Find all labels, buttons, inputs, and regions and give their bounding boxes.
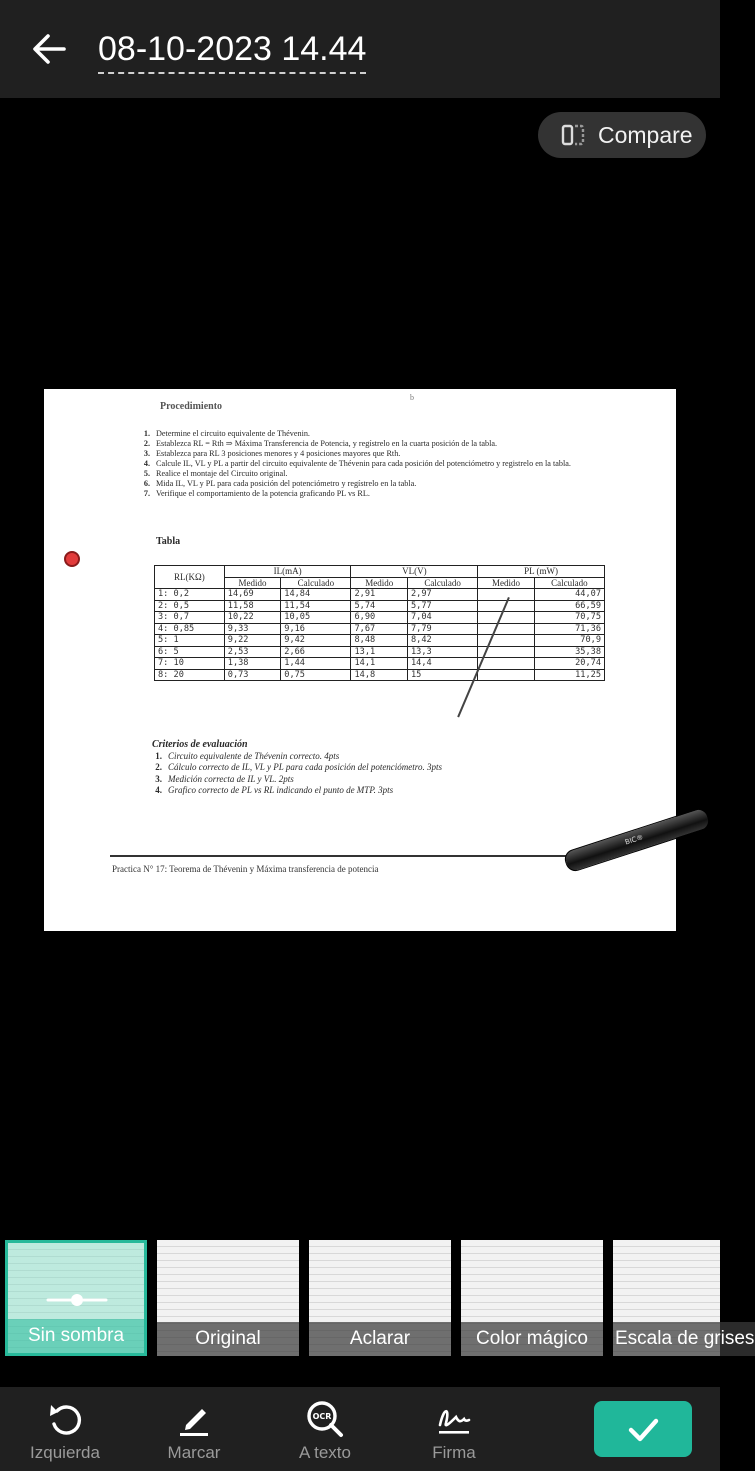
cell-il-calculado: 2,66 (281, 646, 351, 658)
row-rl: 2: 0,5 (155, 600, 225, 612)
table-row (155, 589, 605, 601)
criteria-item: 3. Medición correcta de IL y VL. 2pts (155, 773, 294, 784)
filter-label: Sin sombra (8, 1319, 144, 1353)
filter-escala-de-grises[interactable] (613, 1240, 755, 1356)
procedure-step: 5. Realice el montaje del Circuito original. (143, 469, 288, 478)
table-row (155, 658, 605, 670)
group-vl: VL(V) (351, 566, 478, 578)
scanned-document (44, 389, 676, 931)
cell-il-medido: 11,58 (224, 600, 281, 612)
criteria-block (152, 739, 442, 797)
criteria-item: 4. Grafico correcto de PL vs RL indicando el punto de MTP. 3pts (155, 785, 394, 795)
table-row (155, 623, 605, 635)
criteria-item: 1. Circuito equivalente de Thévenin correcto. 4pts (155, 750, 340, 761)
group-il: IL(mA) (224, 566, 351, 578)
cell-il-medido: 14,69 (224, 589, 281, 601)
cell-vl-calculado: 7,04 (407, 612, 477, 624)
checkmark-icon (623, 1409, 663, 1449)
cell-il-medido: 0,73 (224, 669, 281, 681)
cell-vl-medido: 8,48 (351, 635, 408, 647)
cell-pl-calculado: 11,25 (534, 669, 604, 681)
filter-label: Aclarar (309, 1322, 451, 1356)
row-rl: 8: 20 (155, 669, 225, 681)
mark-button[interactable] (139, 1387, 249, 1471)
cell-vl-calculado: 2,97 (407, 589, 477, 601)
sub-medido: Medido (478, 577, 535, 589)
cell-vl-medido: 14,8 (351, 669, 408, 681)
rotate-left-icon (45, 1399, 85, 1439)
row-rl: 5: 1 (155, 635, 225, 647)
footer-rule (110, 855, 580, 857)
compare-icon (560, 122, 586, 148)
table-row (155, 635, 605, 647)
procedure-step: 2. Establezca RL = Rth ⇒ Máxima Transferencia de Potencia, y regístrelo en la cuarta posición de la tabla. (143, 439, 498, 448)
sub-calculado: Calculado (534, 577, 604, 589)
cell-pl-calculado: 44,07 (534, 589, 604, 601)
adjust-slider-icon[interactable] (46, 1293, 108, 1307)
cell-vl-calculado: 13,3 (407, 646, 477, 658)
cell-vl-medido: 13,1 (351, 646, 408, 658)
sub-medido: Medido (351, 577, 408, 589)
cell-il-medido: 9,22 (224, 635, 281, 647)
cell-il-calculado: 1,44 (281, 658, 351, 670)
section-title: Procedimiento (160, 401, 223, 412)
cell-vl-medido: 6,90 (351, 612, 408, 624)
table-row (155, 612, 605, 624)
filter-label: Original (157, 1322, 299, 1356)
cell-pl-calculado: 20,74 (534, 658, 604, 670)
cell-il-calculado: 0,75 (281, 669, 351, 681)
procedure-step: 7. Verifique el comportamiento de la potencia graficando PL vs RL. (143, 489, 370, 498)
corner-mark: b (410, 393, 414, 402)
cell-pl-medido (478, 612, 535, 624)
document-title[interactable]: 08-10-2023 14.44 (98, 30, 366, 74)
table-row (155, 669, 605, 681)
arrow-left-icon[interactable] (30, 30, 68, 68)
cell-vl-medido: 2,91 (351, 589, 408, 601)
cell-vl-medido: 14,1 (351, 658, 408, 670)
cell-pl-medido (478, 669, 535, 681)
filter-strip (0, 1240, 755, 1356)
row-rl: 3: 0,7 (155, 612, 225, 624)
procedure-step: 4. Calcule IL, VL y PL a partir del circuito equivalente de Thévenin para cada posición del potenciómetro y registrelo en la tabla. (143, 459, 571, 468)
compare-button[interactable] (538, 112, 706, 158)
measurement-table (154, 565, 605, 681)
rotate-left-button[interactable] (10, 1387, 120, 1471)
cell-pl-medido (478, 635, 535, 647)
bottom-toolbar (0, 1387, 720, 1471)
cell-il-calculado: 9,42 (281, 635, 351, 647)
pencil-icon (174, 1399, 214, 1439)
ocr-search-icon (305, 1399, 345, 1439)
sub-calculado: Calculado (407, 577, 477, 589)
cell-pl-calculado: 70,9 (534, 635, 604, 647)
ocr-label: A texto (299, 1443, 351, 1462)
cell-il-calculado: 11,54 (281, 600, 351, 612)
red-marker-dot (64, 551, 80, 567)
row-rl: 4: 0,85 (155, 623, 225, 635)
signature-label: Firma (432, 1443, 476, 1462)
cell-il-calculado: 9,16 (281, 623, 351, 635)
top-app-bar (0, 0, 720, 98)
row-rl: 1: 0,2 (155, 589, 225, 601)
signature-icon (434, 1399, 474, 1439)
filter-color-magico[interactable] (461, 1240, 603, 1356)
cell-vl-calculado: 15 (407, 669, 477, 681)
ocr-icon-text: OCR (312, 1412, 332, 1421)
cell-pl-medido (478, 658, 535, 670)
pen-image (562, 806, 711, 873)
procedure-step: 3. Establezca para RL 3 posiciones menores y 4 posiciones mayores que Rth. (143, 449, 401, 458)
cell-vl-calculado: 7,79 (407, 623, 477, 635)
cell-pl-calculado: 70,75 (534, 612, 604, 624)
compare-label: Compare (598, 121, 693, 148)
cell-il-medido: 10,22 (224, 612, 281, 624)
procedure-step: 1. Determine el circuito equivalente de Thévenin. (143, 429, 310, 438)
procedure-list (140, 429, 630, 499)
group-pl: PL (mW) (478, 566, 605, 578)
filter-sin-sombra[interactable] (5, 1240, 147, 1356)
cell-il-calculado: 10,05 (281, 612, 351, 624)
col-rl: RL(KΩ) (155, 566, 225, 589)
signature-button[interactable] (399, 1387, 509, 1471)
pen-label: BIC® (624, 833, 645, 847)
filter-aclarar[interactable] (309, 1240, 451, 1356)
document-footer: Practica N° 17: Teorema de Thévenin y Máxima transferencia de potencia (112, 864, 379, 874)
cell-vl-calculado: 8,42 (407, 635, 477, 647)
criteria-item: 2. Cálculo correcto de IL, VL y PL para cada posición del potenciómetro. 3pts (155, 762, 442, 772)
ocr-button[interactable] (270, 1387, 380, 1471)
cell-vl-medido: 5,74 (351, 600, 408, 612)
row-rl: 7: 10 (155, 658, 225, 670)
cell-pl-medido (478, 623, 535, 635)
sub-calculado: Calculado (281, 577, 351, 589)
cell-pl-calculado: 35,38 (534, 646, 604, 658)
table-row (155, 600, 605, 612)
cell-vl-medido: 7,67 (351, 623, 408, 635)
cell-vl-calculado: 5,77 (407, 600, 477, 612)
cell-il-medido: 2,53 (224, 646, 281, 658)
rotate-left-label: Izquierda (30, 1443, 100, 1462)
row-rl: 6: 5 (155, 646, 225, 658)
filter-original[interactable] (157, 1240, 299, 1356)
cell-vl-calculado: 14,4 (407, 658, 477, 670)
confirm-button[interactable] (594, 1401, 692, 1457)
cell-il-calculado: 14,84 (281, 589, 351, 601)
sub-medido: Medido (224, 577, 281, 589)
cell-pl-calculado: 71,36 (534, 623, 604, 635)
filter-label: Escala de grises (613, 1322, 755, 1356)
cell-il-medido: 1,38 (224, 658, 281, 670)
procedure-step: 6. Mida IL, VL y PL para cada posición del potenciómetro y regístrelo en la tabla. (143, 479, 417, 488)
mark-label: Marcar (167, 1443, 221, 1462)
filter-label: Color mágico (461, 1322, 603, 1356)
cell-il-medido: 9,33 (224, 623, 281, 635)
table-row (155, 646, 605, 658)
table-label: Tabla (156, 536, 181, 547)
cell-pl-medido (478, 589, 535, 601)
cell-pl-calculado: 66,59 (534, 600, 604, 612)
criteria-title: Criterios de evaluación (152, 739, 248, 750)
